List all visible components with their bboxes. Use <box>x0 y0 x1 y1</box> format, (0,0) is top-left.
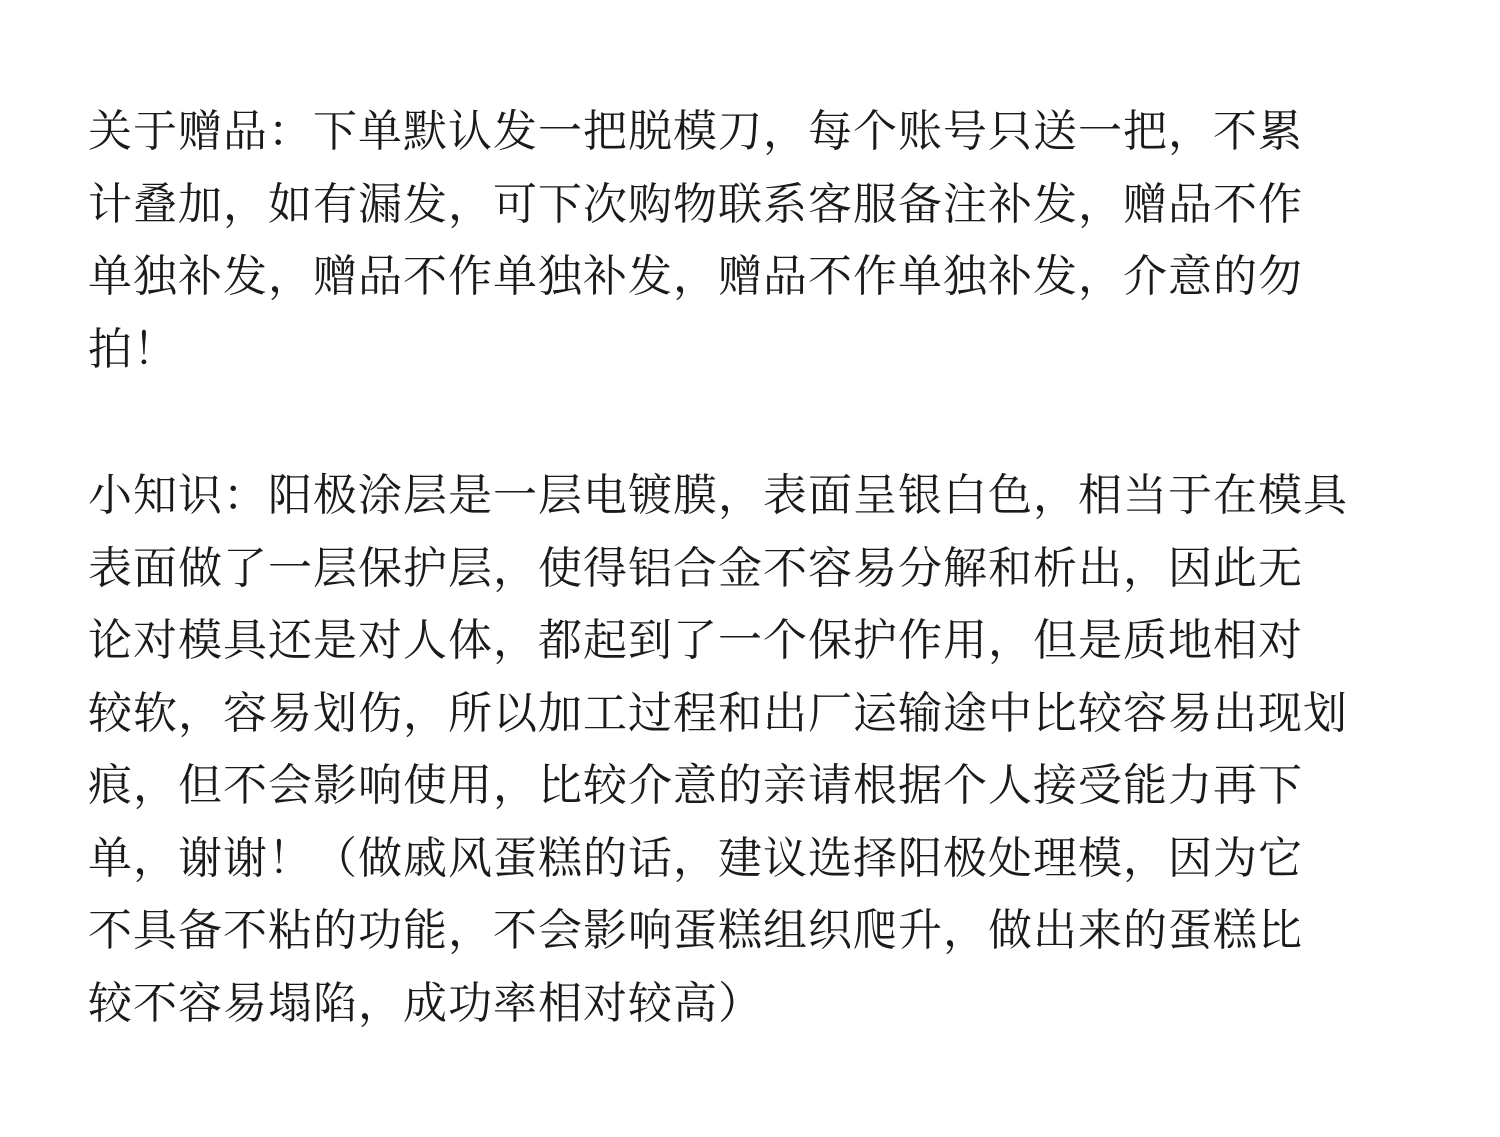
gift-notice-paragraph <box>88 96 1303 386</box>
text-line: 单独补发，赠品不作单独补发，赠品不作单独补发，介意的勿 <box>88 251 1303 302</box>
text-line: 计叠加，如有漏发，可下次购物联系客服备注补发，赠品不作 <box>88 178 1303 230</box>
text-line: 单，谢谢！（做戚风蛋糕的话，建议选择阳极处理模，因为它 <box>88 832 1303 884</box>
text-line: 不具备不粘的功能，不会影响蛋糕组织爬升，做出来的蛋糕比 <box>88 905 1303 956</box>
text-line: 表面做了一层保护层，使得铝合金不容易分解和析出，因此无 <box>88 542 1303 594</box>
text-line: 较软，容易划伤，所以加工过程和出厂运输途中比较容易出现划 <box>88 687 1348 739</box>
knowledge-note-paragraph <box>88 460 1348 1040</box>
text-line: 关于赠品：下单默认发一把脱模刀，每个账号只送一把，不累 <box>88 106 1303 157</box>
text-line: 拍！ <box>88 323 178 375</box>
text-line: 较不容易塌陷，成功率相对较高） <box>88 977 763 1029</box>
text-line: 痕，但不会影响使用，比较介意的亲请根据个人接受能力再下 <box>88 760 1303 811</box>
text-line: 小知识：阳极涂层是一层电镀膜，表面呈银白色，相当于在模具 <box>88 470 1348 521</box>
text-line: 论对模具还是对人体，都起到了一个保护作用，但是质地相对 <box>88 615 1303 666</box>
